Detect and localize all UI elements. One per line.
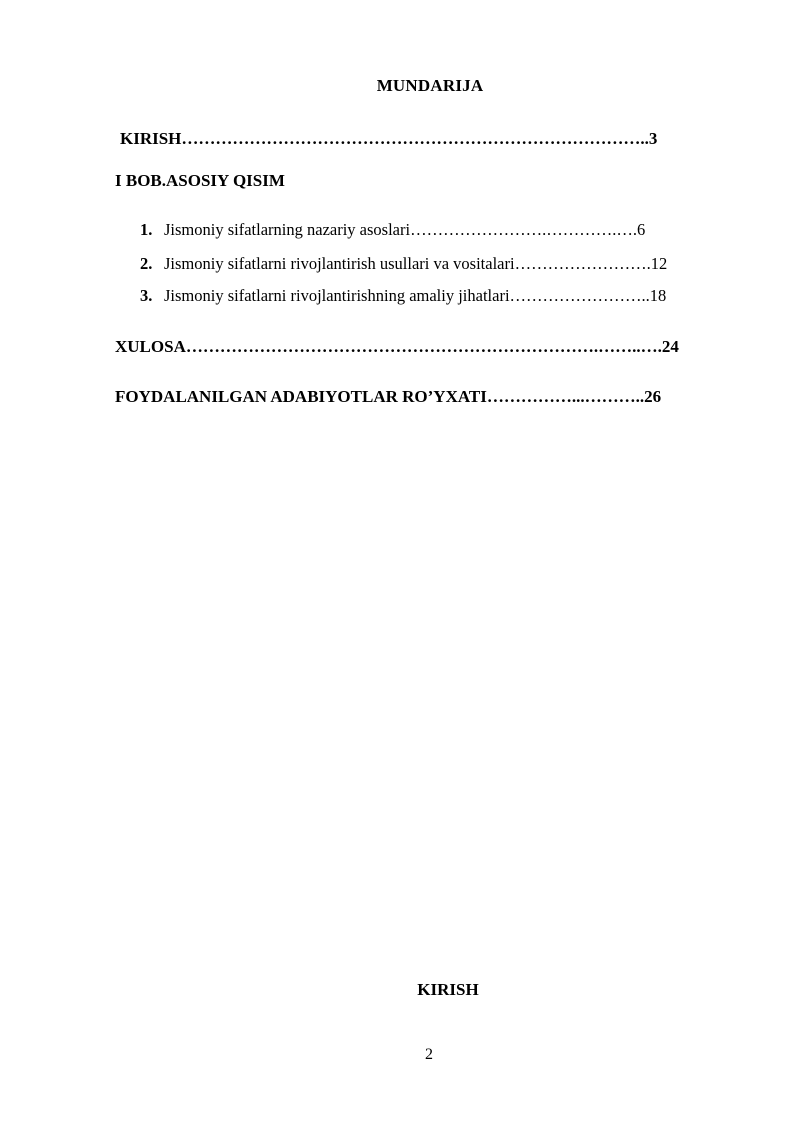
toc-chapter-heading: I BOB.ASOSIY QISIM <box>115 171 285 190</box>
toc-subitem-text: Jismoniy sifatlarning nazariy asoslari…………………….………….….6 <box>164 220 646 239</box>
toc-subitem-number: 1. <box>140 220 153 239</box>
page-number: 2 <box>425 1046 433 1063</box>
toc-subitem-3 <box>140 285 666 307</box>
toc-entry-references: FOYDALANILGAN ADABIYOTLAR RO’YXATI……………...………..26 <box>115 387 662 406</box>
toc-subitem-number: 2. <box>140 254 153 273</box>
toc-entry-xulosa: XULOSA……………………………………………………………….……..….24 <box>115 337 679 356</box>
toc-entry-kirish: KIRISH………………………………………………………………………..3 <box>120 129 658 148</box>
toc-subitem-number: 3. <box>140 286 153 305</box>
toc-subitem-text: Jismoniy sifatlarni rivojlantirishning amaliy jihatlari……………………..18 <box>164 286 667 305</box>
toc-subitem-text: Jismoniy sifatlarni rivojlantirish usullari va vositalari…………………….12 <box>164 254 668 273</box>
toc-subitem-2 <box>140 253 667 275</box>
toc-subitem-1 <box>140 219 645 241</box>
section-heading-kirish: KIRISH <box>417 980 479 999</box>
toc-title: MUNDARIJA <box>376 76 484 95</box>
